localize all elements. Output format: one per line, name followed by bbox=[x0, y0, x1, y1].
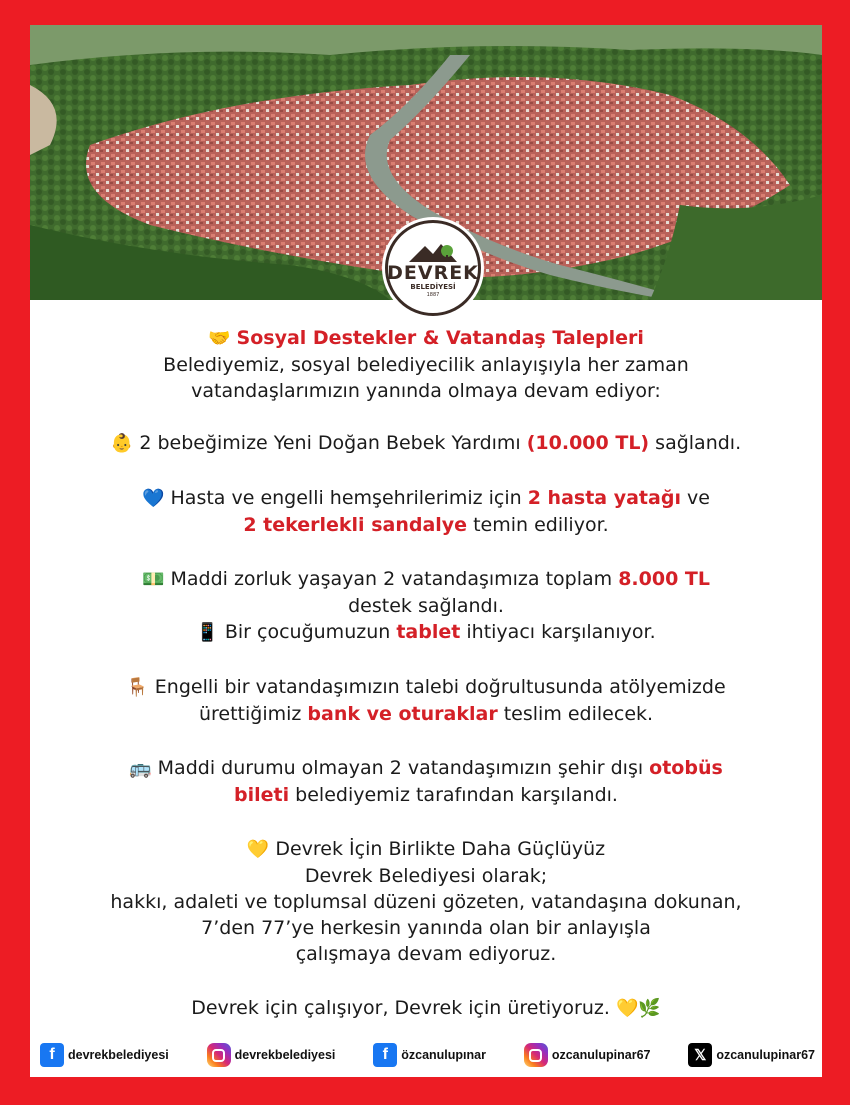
item-bus-tickets bbox=[30, 755, 822, 782]
item-tablet bbox=[30, 619, 822, 646]
facebook-link-municipality[interactable] bbox=[40, 1043, 169, 1067]
x-icon: 𝕏 bbox=[688, 1043, 712, 1067]
herb-icon: 🌿 bbox=[638, 998, 661, 1019]
closing-line-4: çalışmaya devam ediyoruz. bbox=[295, 943, 557, 965]
yellow-heart-icon: 💛 bbox=[246, 839, 270, 860]
item5-highlight: bank ve oturaklar bbox=[307, 703, 498, 725]
yellow-heart-icon: 💛 bbox=[615, 998, 639, 1019]
closing-line-3: 7’den 77’ye herkesin yanında olan bir anlayışla bbox=[201, 917, 651, 939]
intro-line-2: vatandaşlarımızın yanında olmaya devam ediyor: bbox=[191, 380, 661, 402]
item3-post: destek sağlandı. bbox=[348, 595, 504, 617]
mountain-icon bbox=[407, 241, 459, 263]
logo-brand: DEVREK bbox=[387, 262, 479, 284]
announcement-title: Sosyal Destekler & Vatandaş Talepleri bbox=[236, 327, 644, 349]
title-line bbox=[30, 325, 822, 352]
handshake-icon: 🤝 bbox=[208, 328, 231, 349]
social-footer bbox=[40, 1040, 815, 1070]
item-baby-support bbox=[30, 430, 822, 457]
final-text: Devrek için çalışıyor, Devrek için üretiyoruz. bbox=[191, 997, 610, 1019]
facebook-handle-mayor: özcanulupınar bbox=[401, 1048, 486, 1062]
item4-text: Bir çocuğumuzun bbox=[224, 621, 397, 643]
item3-text: Maddi zorluk yaşayan 2 vatandaşımıza toplam bbox=[170, 568, 619, 590]
intro-line-1: Belediyemiz, sosyal belediyecilik anlayışıyla her zaman bbox=[163, 354, 689, 376]
item-bus-tickets-line2 bbox=[30, 782, 822, 808]
instagram-handle-mayor: ozcanulupinar67 bbox=[551, 1048, 651, 1062]
money-icon: 💵 bbox=[142, 569, 165, 590]
item6-highlight-ticket: bileti bbox=[234, 784, 290, 806]
instagram-icon bbox=[524, 1043, 548, 1067]
item1-post: sağlandı. bbox=[649, 432, 742, 454]
instagram-link-mayor[interactable] bbox=[524, 1043, 651, 1067]
announcement-text bbox=[30, 325, 822, 1022]
item-financial-support bbox=[30, 566, 822, 593]
item2-highlight-wheelchair: 2 tekerlekli sandalye bbox=[243, 514, 468, 536]
poster bbox=[30, 25, 822, 1077]
blue-heart-icon: 💙 bbox=[142, 488, 165, 509]
phone-icon: 📱 bbox=[196, 622, 219, 643]
item2-post: temin ediliyor. bbox=[467, 514, 609, 536]
item-benches-line2 bbox=[30, 701, 822, 727]
instagram-handle-municipality: devrekbelediyesi bbox=[234, 1048, 336, 1062]
item5-line1: Engelli bir vatandaşımızın talebi doğrultusunda atölyemizde bbox=[154, 676, 726, 698]
closing-line-1: Devrek Belediyesi olarak; bbox=[304, 865, 548, 887]
item4-post: ihtiyacı karşılanıyor. bbox=[460, 621, 656, 643]
devrek-municipality-logo bbox=[385, 220, 481, 316]
item-medical-equipment-line2 bbox=[30, 512, 822, 538]
facebook-handle-municipality: devrekbelediyesi bbox=[68, 1048, 169, 1062]
item2-text: Hasta ve engelli hemşehrilerimiz için bbox=[170, 487, 528, 509]
item1-text: 2 bebeğimize Yeni Doğan Bebek Yardımı bbox=[139, 432, 527, 454]
item6-post: belediyemiz tarafından karşılandı. bbox=[289, 784, 618, 806]
item3-highlight: 8.000 TL bbox=[618, 568, 710, 590]
facebook-icon: f bbox=[373, 1043, 397, 1067]
item5-post: teslim edilecek. bbox=[497, 703, 654, 725]
logo-subtitle: BELEDİYESİ bbox=[410, 283, 456, 291]
logo-year: 1887 bbox=[426, 292, 440, 298]
x-link-mayor[interactable] bbox=[688, 1043, 815, 1067]
final-line bbox=[30, 995, 822, 1022]
item4-highlight: tablet bbox=[396, 621, 461, 643]
closing-title-line bbox=[30, 836, 822, 863]
item-benches bbox=[30, 674, 822, 701]
facebook-icon: f bbox=[40, 1043, 64, 1067]
baby-icon: 👶 bbox=[110, 433, 134, 454]
closing-title: Devrek İçin Birlikte Daha Güçlüyüz bbox=[275, 838, 606, 860]
item6-text: Maddi durumu olmayan 2 vatandaşımızın şehir dışı bbox=[157, 757, 650, 779]
closing-line-2: hakkı, adaleti ve toplumsal düzeni gözeten, vatandaşına dokunan, bbox=[110, 891, 742, 913]
chair-icon: 🪑 bbox=[126, 677, 149, 698]
item1-highlight: (10.000 TL) bbox=[526, 432, 650, 454]
item6-highlight-bus: otobüs bbox=[649, 757, 723, 779]
item2-highlight-bed: 2 hasta yatağı bbox=[527, 487, 681, 509]
item2-mid: ve bbox=[680, 487, 710, 509]
bus-icon: 🚌 bbox=[129, 758, 152, 779]
item-medical-equipment bbox=[30, 485, 822, 512]
instagram-icon bbox=[207, 1043, 231, 1067]
x-handle-mayor: ozcanulupinar67 bbox=[716, 1048, 815, 1062]
facebook-link-mayor[interactable] bbox=[373, 1043, 486, 1067]
instagram-link-municipality[interactable] bbox=[207, 1043, 336, 1067]
item5-pre: ürettiğimiz bbox=[198, 703, 308, 725]
